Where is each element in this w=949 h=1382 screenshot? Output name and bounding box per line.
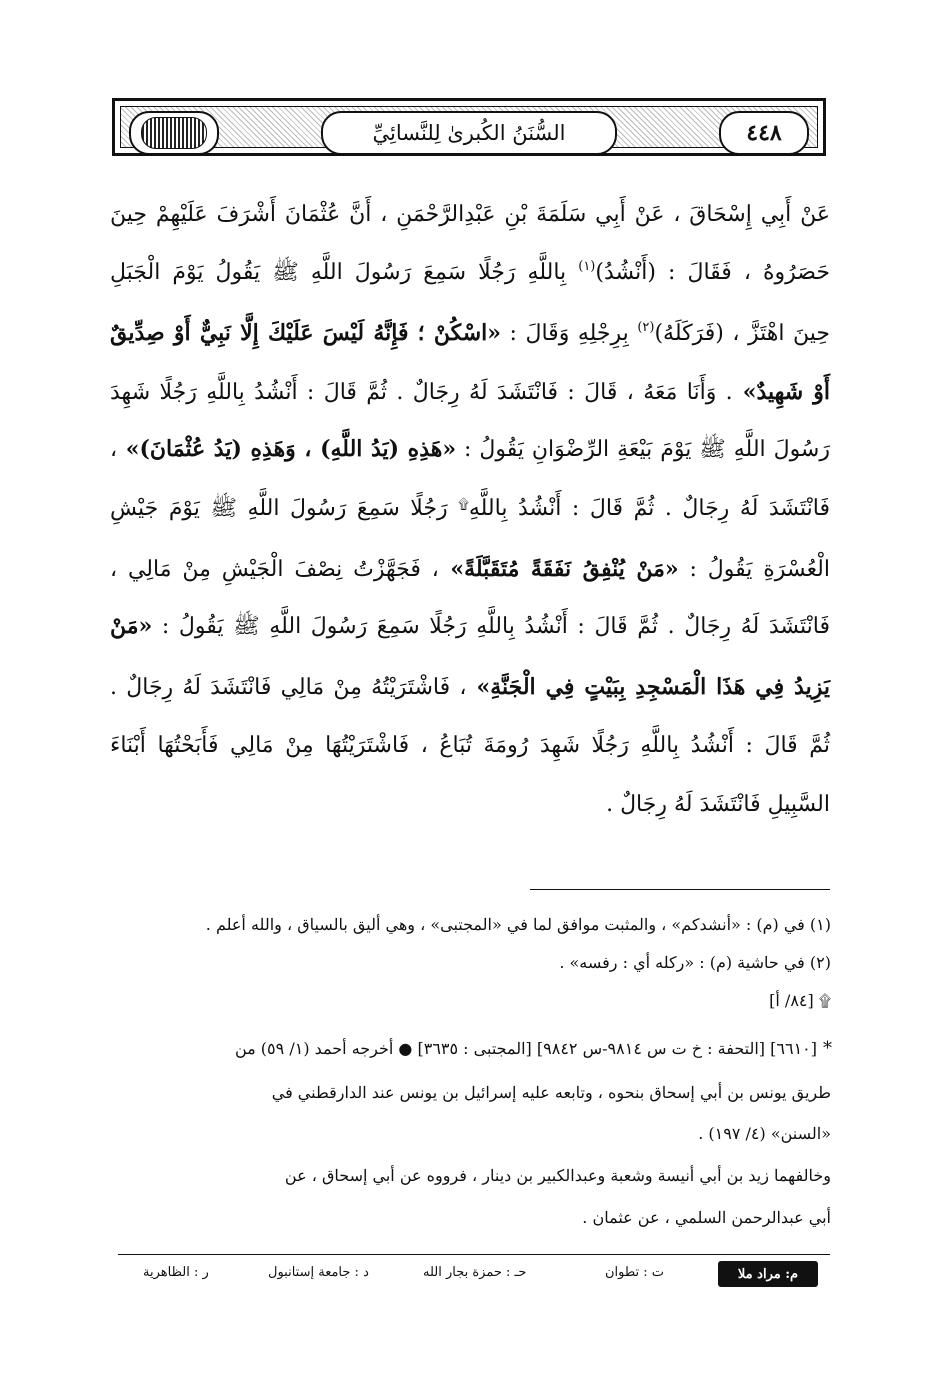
text-segment: حَصَرُوهُ ، فَقَالَ : (أَنْشُدُ) (595, 259, 830, 285)
text-line-content (110, 612, 830, 644)
text-segment: ثُمَّ قَالَ : أَنْشُدُ بِاللَّهِ رَجُلًا شَهِدَ رُومَةَ تُبَاعُ ، فَاشْتَرَيْتُهَا مِنْ مَالِي فَأَبَحْتُهَا أَبْنَاءَ (110, 733, 830, 758)
text-line-content (110, 733, 830, 758)
text-line-content (110, 258, 830, 290)
text-segment: «مَنْ (110, 612, 153, 639)
footnote-ref: (٢) (637, 319, 655, 335)
footer-manuscript-t: ت : تطوان (605, 1265, 665, 1280)
text-line-content (110, 435, 830, 467)
text-line (110, 244, 830, 303)
text-line-content (110, 320, 830, 346)
page-number: ٤٤٨ (719, 111, 809, 155)
text-line (110, 598, 830, 657)
takhrij-line-1 (110, 1038, 832, 1059)
text-segment: ، فَجَهَّزْتُ نِصْفَ الْجَيْشِ مِنْ مَالِي ، (110, 556, 439, 582)
text-segment: رَجُلًا سَمِعَ رَسُولَ اللَّهِ ﷺ يَوْمَ جَيْشِ (110, 495, 459, 521)
text-line (110, 185, 830, 244)
text-line-content (110, 379, 830, 405)
text-segment: «مَنْ يُنْفِقُ نَفَقَةً مُتَقَبَّلَةً» (438, 555, 679, 582)
text-segment: السَّبِيلِ فَانْتَشَدَ لَهُ رِجَالٌ . (606, 792, 830, 817)
header-ornament-band (120, 106, 818, 148)
takhrij-star-icon: * (823, 1038, 832, 1059)
text-segment: أَوْ شَهِيدٌ» (732, 378, 830, 405)
main-text (110, 185, 830, 834)
text-segment: الْعُسْرَةِ يَقُولُ : (678, 556, 830, 582)
book-emblem-logo (129, 111, 219, 155)
text-segment: بِاللَّهِ رَجُلًا سَمِعَ رَسُولَ اللَّهِ ﷺ يَقُولُ يَوْمَ الْجَبَلِ (110, 259, 579, 285)
text-line-content (606, 792, 830, 817)
book-title: السُّنَنُ الكُبرىٰ لِلنَّسائِيِّ (321, 111, 617, 155)
text-line-content (110, 674, 830, 700)
text-line-content (110, 202, 830, 227)
text-line (110, 716, 830, 775)
text-segment: عَنْ أَبِي إِسْحَاقَ ، عَنْ أَبِي سَلَمَةَ بْنِ عَبْدِالرَّحْمَنِ ، أَنَّ عُثْمَانَ أَشْرَفَ عَلَيْهِمْ حِينَ (110, 202, 830, 227)
text-segment: «هَذِهِ (يَدُ اللَّهِ) ، وَهَذِهِ (يَدُ عُثْمَانَ)» (117, 435, 457, 462)
text-segment: حِينَ اهْتَزَّ ، (فَرَكَلَهُ) (654, 320, 830, 346)
footnote-ref: (١) (578, 258, 596, 274)
text-segment: يَزِيدُ فِي هَذَا الْمَسْجِدِ بِبَيْتٍ فِي الْجَنَّةِ» (466, 673, 830, 700)
footer-manuscript-r: ر : الظاهرية (143, 1265, 209, 1280)
text-segment: ، (110, 436, 118, 462)
text-line (110, 657, 830, 716)
text-segment: فَانْتَشَدَ لَهُ رِجَالٌ . ثُمَّ قَالَ : أَنْشُدُ بِاللَّهِ (468, 495, 831, 521)
text-line (110, 539, 830, 598)
footnote-divider (530, 889, 830, 890)
text-segment: «اسْكُنْ ؛ فَإِنَّهُ لَيْسَ عَلَيْكَ إِلَّا نَبِيٌّ أَوْ صِدِّيقٌ (110, 319, 502, 346)
footer-manuscript-d: د : جامعة إستانبول (268, 1265, 369, 1280)
footnote-folio: ۩ [٨٤/ أ] (769, 991, 831, 1010)
text-line-content (110, 494, 830, 526)
footnote-1: (١) في (م) : «أنشدكم» ، والمثبت موافق لما في «المجتبى» ، وهي أليق بالسياق ، والله أعلم . (205, 915, 831, 934)
footer-manuscript-h: حـ : حمزة بجار الله (423, 1265, 527, 1280)
footnote-2: (٢) في حاشية (م) : «ركله أي : رفسه» . (559, 953, 831, 972)
text-segment: . وَأَنَا مَعَهُ ، قَالَ : فَانْتَشَدَ لَهُ رِجَالٌ . ثُمَّ قَالَ : أَنْشُدُ بِاللَّهِ رَجُلًا شَهِدَ (110, 379, 733, 405)
text-segment: بِرِجْلِهِ وَقَالَ : (501, 320, 638, 346)
folio-mark-icon: ۩ (458, 496, 469, 513)
takhrij-text: [٦٦١٠] [التحفة : خ ت س ٩٨١٤-س ٩٨٤٢] [المجتبى : ٣٦٣٥] ● أخرجه أحمد (١/ ٥٩) من (234, 1039, 817, 1058)
text-segment: فَانْتَشَدَ لَهُ رِجَالٌ . ثُمَّ قَالَ : أَنْشُدُ بِاللَّهِ رَجُلًا سَمِعَ رَسُولَ اللَّهِ ﷺ يَقُولُ : (152, 613, 830, 639)
text-segment: رَسُولَ اللَّهِ ﷺ يَوْمَ بَيْعَةِ الرِّضْوَانِ يَقُولُ : (456, 436, 830, 462)
running-header (112, 98, 826, 156)
text-line (110, 775, 830, 834)
text-line (110, 303, 830, 362)
calligraphy-emblem-icon (141, 117, 207, 149)
text-segment: ، فَاشْتَرَيْتُهُ مِنْ مَالِي فَانْتَشَدَ لَهُ رِجَالٌ . (110, 674, 467, 700)
text-line-content (110, 556, 830, 582)
takhrij-line-2: طريق يونس بن أبي إسحاق بنحوه ، وتابعه عليه إسرائيل بن يونس عند الدارقطني في (271, 1083, 831, 1102)
footer-badge-m: م: مراد ملا (718, 1261, 818, 1287)
footer-divider (118, 1254, 830, 1255)
takhrij-line-3: «السنن» (٤/ ١٩٧) . (698, 1124, 831, 1143)
takhrij-line-5: أبي عبدالرحمن السلمي ، عن عثمان . (582, 1208, 831, 1227)
text-line (110, 480, 830, 539)
takhrij-line-4: وخالفهما زيد بن أبي أنيسة وشعبة وعبدالكبير بن دينار ، فرووه عن أبي إسحاق ، عن (284, 1166, 831, 1185)
text-line (110, 421, 830, 480)
text-line (110, 362, 830, 421)
